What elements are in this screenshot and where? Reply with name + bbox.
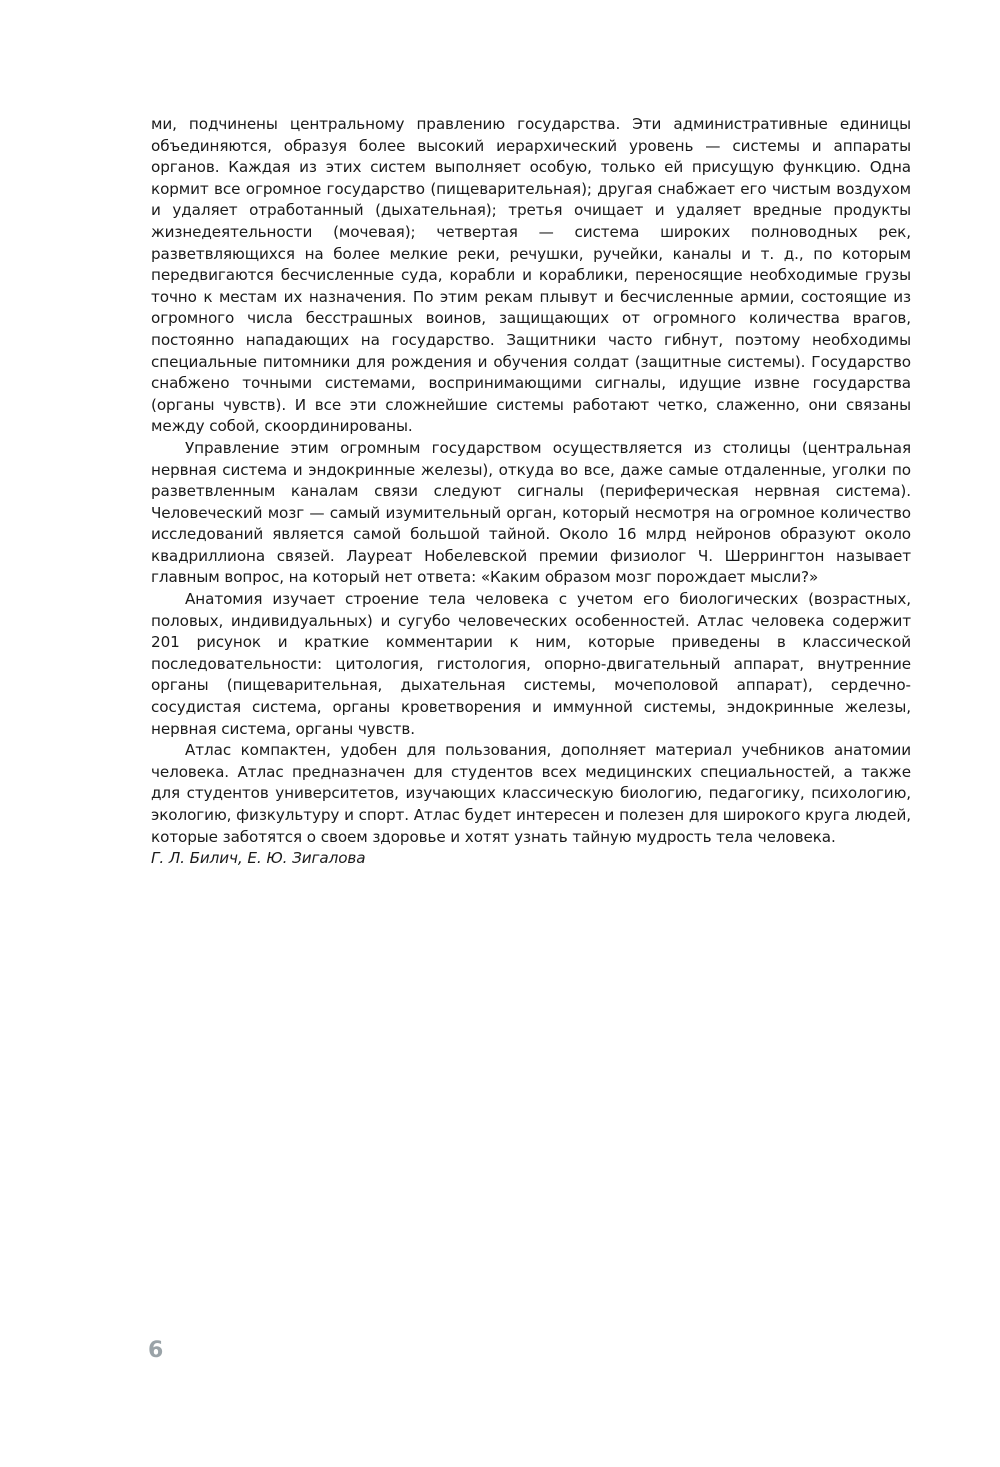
paragraph-1: ми, подчинены центральному правлению государства. Эти административные единицы объединяются, образуя более высокий иерархический уровень — системы и аппараты органов. Каждая из этих систем выполняет особую, только ей присущую функцию. Одна кормит все огромное государство (пищеварительная); другая снабжает его чистым воздухом и удаляет отработанный (дыхательная); третья очищает и удаляет вредные продукты жизнедеятельности (мочевая); четвертая — система широких полноводных рек, разветвляющихся на более мелкие реки, речушки, ручейки, каналы и т. д., по которым передвигаются бесчисленные суда, корабли и кораблики, переносящие необходимые грузы точно к местам их назначения. По этим рекам плывут и бесчисленные армии, состоящие из огромного числа бесстрашных воинов, защищающих от огромного количества врагов, постоянно нападающих на государство. Защитники часто гибнут, поэтому необходимы специальные питомники для рождения и обучения солдат (защитные системы). Государство снабжено точными системами, воспринимающими сигналы, идущие извне государства (органы чувств). И все эти сложнейшие системы работают четко, слаженно, они связаны между собой, скоординированы. [151,115,911,436]
page-body [151,114,911,870]
paragraph-2: Управление этим огромным государством осуществляется из столицы (центральная нервная система и эндокринные железы), откуда во все, даже самые отдаленные, уголки по разветвленным каналам связи следуют сигналы (периферическая нервная система). Человеческий мозг — самый изумительный орган, который несмотря на огромное количество исследований является самой большой тайной. Около 16 млрд нейронов образуют около квадриллиона связей. Лауреат Нобелевской премии физиолог Ч. Шеррингтон называет главным вопрос, на который нет ответа: «Каким образом мозг порождает мысли?» [151,438,911,587]
paragraph-4: Атлас компактен, удобен для пользования, дополняет материал учебников анатомии человека. Атлас предназначен для студентов всех медицинских специальностей, а также для студентов университетов, изучающих классическую биологию, педагогику, психологию, экологию, физкультуру и спорт. Атлас будет интересен и полезен для широкого круга людей, которые заботятся о своем здоровье и хотят узнать тайную мудрость тела человека. [151,741,911,846]
page-number: 6 [148,1338,164,1363]
authors-signature: Г. Л. Билич, Е. Ю. Зигалова [151,849,366,868]
paragraph-3: Анатомия изучает строение тела человека с учетом его биологических (возрастных, половых, индивидуальных) и сугубо человеческих особенностей. Атлас человека содержит 201 рисунок и краткие комментарии к ним, которые приведены в классической последовательности: цитология, гистология, опорно-двигательный аппарат, внутренние органы (пищеварительная, дыхательная системы, мочеполовой аппарат), сердечнососудистая система, органы кроветворения и иммунной системы, эндокринные железы, нервная система, органы чувств. [151,590,911,738]
